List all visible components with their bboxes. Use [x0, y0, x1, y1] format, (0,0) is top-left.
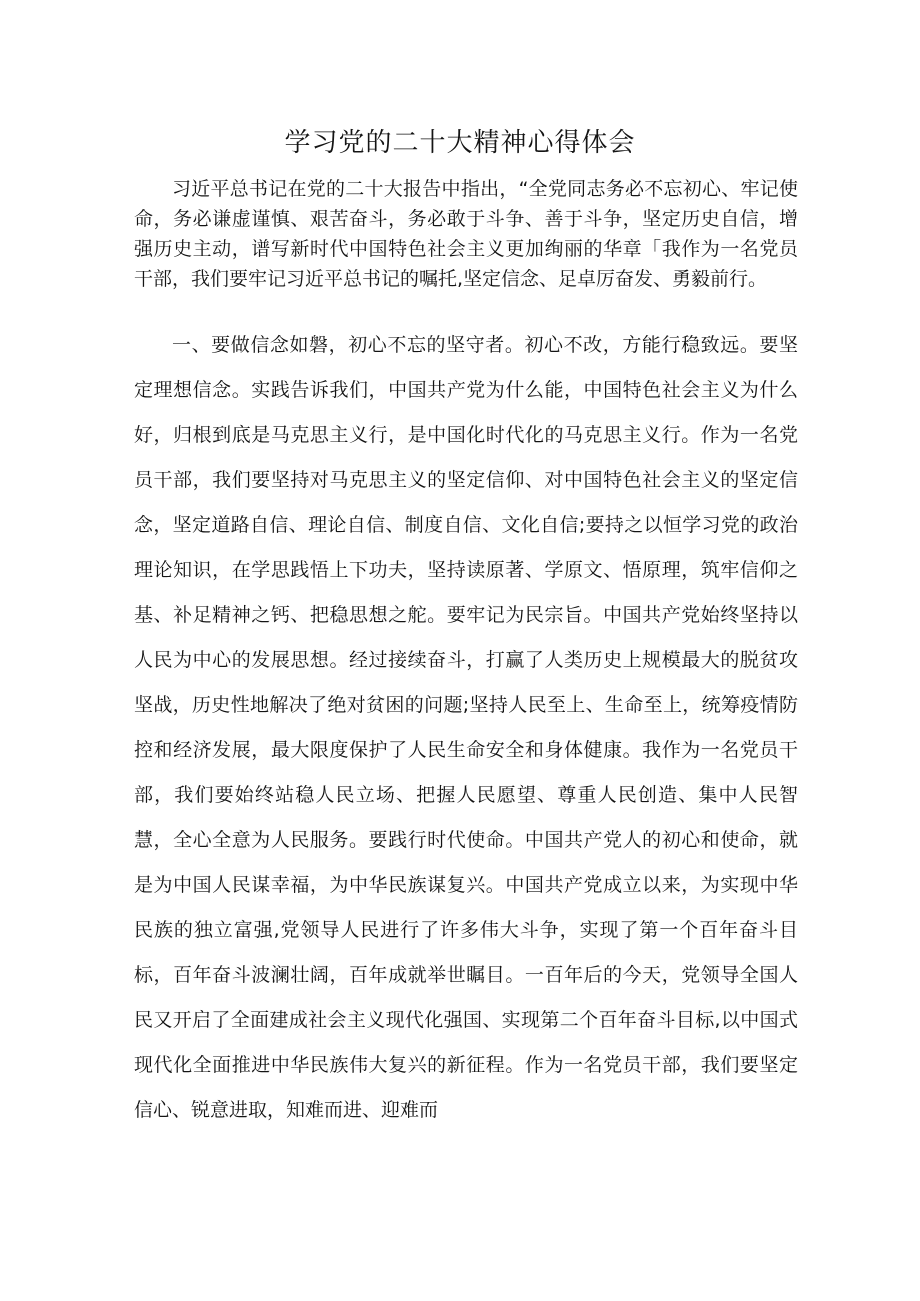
intro-paragraph: 习近平总书记在党的二十大报告中指出，“全党同志务必不忘初心、牢记使命，务必谦虚谨慎、艰苦奋斗，务必敢于斗争、善于斗争，坚定历史自信，增强历史主动，谱写新时代中国特色社会主义更加绚丽的华章「我作为一名党员干部，我们要牢记习近平总书记的嘱托,坚定信念、足卓厉奋发、勇毅前行。 — [134, 178, 798, 290]
document-title: 学习党的二十大精神心得体会 — [284, 128, 636, 158]
body-paragraph: 一、要做信念如磐，初心不忘的坚守者。初心不改，方能行稳致远。要坚定理想信念。实践告诉我们，中国共产党为什么能，中国特色社会主义为什么好，归根到底是马克思主义行，是中国化时代化的马克思主义行。作为一名党员干部，我们要坚持对马克思主义的坚定信仰、对中国特色社会主义的坚定信念，坚定道路自信、理论自信、制度自信、文化自信;要持之以恒学习党的政治理论知识，在学思践悟上下功夫，坚持读原著、学原文、悟原理，筑牢信仰之基、补足精神之钙、把稳思想之舵。要牢记为民宗旨。中国共产党始终坚持以人民为中心的发展思想。经过接续奋斗，打赢了人类历史上规模最大的脱贫攻坚战，历史性地解决了绝对贫困的问题;坚持人民至上、生命至上，统筹疫情防控和经济发展，最大限度保护了人民生命安全和身体健康。我作为一名党员干部，我们要始终站稳人民立场、把握人民愿望、尊重人民创造、集中人民智慧，全心全意为人民服务。要践行时代使命。中国共产党人的初心和使命，就是为中国人民谋幸福，为中华民族谋复兴。中国共产党成立以来，为实现中华民族的独立富强,党领导人民进行了许多伟大斗争，实现了第一个百年奋斗目标，百年奋斗波澜壮阔，百年成就举世瞩目。一百年后的今天，党领导全国人民又开启了全面建成社会主义现代化强国、实现第二个百年奋斗目标,以中国式现代化全面推进中华民族伟大复兴的新征程。作为一名党员干部，我们要坚定信心、锐意进取，知难而进、迎难而 — [134, 334, 798, 1121]
